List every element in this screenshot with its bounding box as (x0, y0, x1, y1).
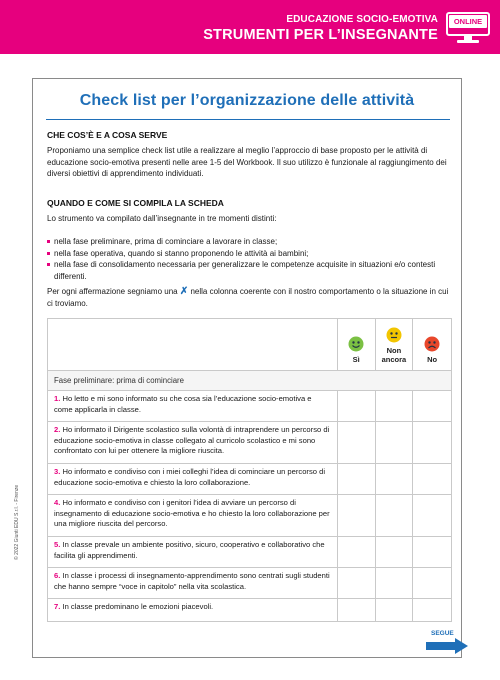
checkbox-cell-not-yet[interactable] (376, 599, 414, 621)
checkbox-cell-not-yet[interactable] (376, 568, 414, 598)
segue-label: SEGUE (431, 630, 454, 637)
sad-face-icon (424, 336, 440, 352)
checkbox-cell-yes[interactable] (338, 568, 376, 598)
title-divider (46, 119, 450, 120)
neutral-face-icon (386, 327, 402, 343)
document-title: Check list per l’organizzazione delle attività (79, 92, 415, 109)
section-heading-how: QUANDO E COME SI COMPILA LA SCHEDA (47, 198, 224, 208)
checkbox-cell-not-yet[interactable] (376, 391, 414, 421)
column-header-not-yet (376, 319, 414, 370)
checkbox-cell-no[interactable] (413, 422, 451, 463)
instruction-before: Per ogni affermazione segniamo una (47, 287, 178, 296)
checkbox-cell-no[interactable] (413, 495, 451, 536)
checkbox-cell-yes[interactable] (338, 391, 376, 421)
bullet-item: nella fase preliminare, prima di cominciare a lavorare in classe; (47, 236, 452, 248)
section-heading-purpose: CHE COS’È E A COSA SERVE (47, 130, 168, 140)
online-badge[interactable] (446, 12, 490, 46)
column-label-no: No (427, 354, 438, 364)
phase-label: Fase preliminare: prima di cominciare (54, 376, 184, 385)
checkbox-cell-no[interactable] (413, 568, 451, 598)
column-label-yes: Sì (352, 354, 360, 364)
table-row (48, 422, 451, 464)
header-empty-cell (48, 319, 338, 370)
item-text: 7. In classe predominano le emozioni piacevoli. (48, 599, 338, 621)
item-text: 3. Ho informato e condiviso con i miei colleghi l’idea di cominciare un percorso di educazione socio-emotiva e chiesto la loro collaborazione. (48, 464, 338, 494)
checkbox-cell-not-yet[interactable] (376, 464, 414, 494)
section-intro-how: Lo strumento va compilato dall’insegnante in tre momenti distinti: (47, 214, 277, 223)
item-text: 5. In classe prevale un ambiente positivo, sicuro, cooperativo e collaborativo che facilita gli apprendimenti. (48, 537, 338, 567)
table-row (48, 391, 451, 422)
checkbox-cell-no[interactable] (413, 391, 451, 421)
section-text-purpose: Proponiamo una semplice check list utile a realizzare al meglio l’approccio di base proposto per le attività di educazione socio-emotiva presenti nelle aree 1-5 del Workbook. Il suo utilizzo è funzionale al raggiungimento dei diversi obiettivi di apprendimento individuati. (47, 146, 447, 178)
table-row (48, 537, 451, 568)
checkbox-cell-yes[interactable] (338, 495, 376, 536)
cross-mark-icon: ✗ (179, 286, 189, 297)
bullet-item: nella fase operativa, quando si stanno proponendo le attività ai bambini; (47, 248, 452, 260)
table-row (48, 599, 451, 621)
checkbox-cell-no[interactable] (413, 464, 451, 494)
phase-row (48, 371, 451, 391)
instruction-after: nella colonna coerente con il nostro comportamento o la situazione in cui ci troviamo. (47, 287, 449, 308)
checkbox-cell-not-yet[interactable] (376, 495, 414, 536)
happy-face-icon (348, 336, 364, 352)
instruction-text (47, 286, 452, 309)
item-text: 4. Ho informato e condiviso con i genitori l’idea di avviare un percorso di insegnamento di educazione socio-emotiva e ho chiesto la loro collaborazione per una migliore riuscita del percorso. (48, 495, 338, 536)
table-row (48, 568, 451, 599)
column-header-yes (338, 319, 376, 370)
next-page-button[interactable] (425, 630, 469, 654)
header-band (0, 0, 500, 54)
checklist-table (47, 318, 452, 622)
column-header-no (413, 319, 451, 370)
checkbox-cell-yes[interactable] (338, 422, 376, 463)
header-kicker: EDUCAZIONE SOCIO-EMOTIVA (286, 14, 438, 25)
bullet-item: nella fase di consolidamento necessaria per generalizzare le competenze acquisite in situazioni e/o contesti differenti. (47, 259, 452, 282)
checkbox-cell-no[interactable] (413, 537, 451, 567)
arrow-right-icon (425, 638, 469, 654)
item-text: 2. Ho informato il Dirigente scolastico sulla volontà di intraprendere un percorso di educazione socio-emotiva in classe collegato al curricolo scolastico e mi sono confrontato con lui per ottenere la migliore riuscita. (48, 422, 338, 463)
checkbox-cell-yes[interactable] (338, 537, 376, 567)
column-label-not-yet: Non ancora (381, 346, 407, 364)
phase-bullet-list (47, 236, 452, 282)
table-row (48, 495, 451, 537)
item-text: 6. In classe i processi di insegnamento-apprendimento sono centrati sugli studenti che hanno sempre “voce in capitolo” nella vita scolastica. (48, 568, 338, 598)
checkbox-cell-not-yet[interactable] (376, 537, 414, 567)
table-row (48, 464, 451, 495)
online-label: ONLINE (449, 15, 487, 28)
item-text: 1. Ho letto e mi sono informato su che cosa sia l’educazione socio-emotiva e come applicarla in classe. (48, 391, 338, 421)
header-title: STRUMENTI PER L’INSEGNANTE (203, 27, 438, 43)
checkbox-cell-not-yet[interactable] (376, 422, 414, 463)
checkbox-cell-no[interactable] (413, 599, 451, 621)
copyright-side-text: © 2022 Giunti EDU S.r.l. - Firenze (14, 484, 20, 560)
checkbox-cell-yes[interactable] (338, 599, 376, 621)
table-header-row (48, 319, 451, 371)
checkbox-cell-yes[interactable] (338, 464, 376, 494)
